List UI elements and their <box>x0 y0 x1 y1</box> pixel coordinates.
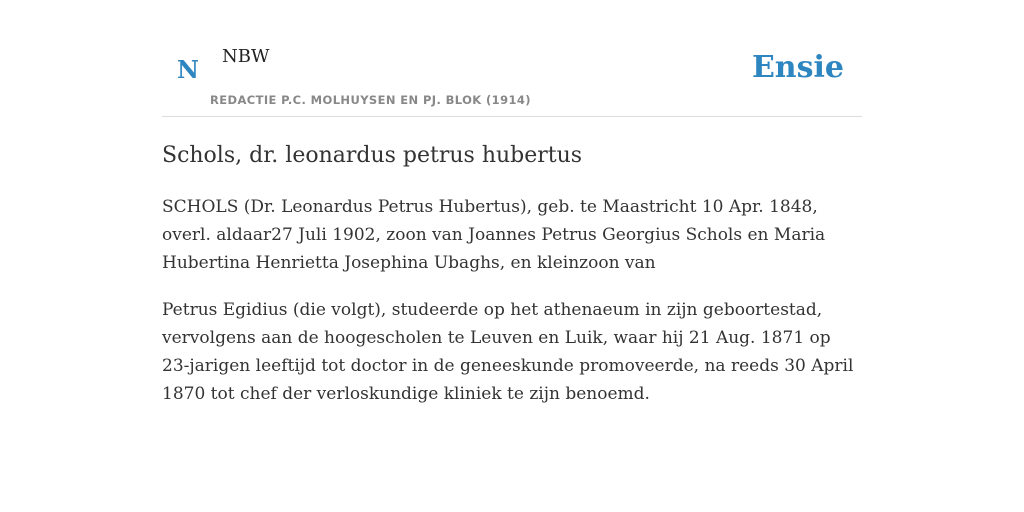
header <box>162 0 862 117</box>
source-editors: REDACTIE P.C. MOLHUYSEN EN PJ. BLOK (1914) <box>210 93 531 107</box>
page-title: Schols, dr. leonardus petrus hubertus <box>162 143 583 168</box>
page-container <box>162 0 862 408</box>
article-paragraph-1: SCHOLS (Dr. Leonardus Petrus Hubertus), geb. te Maastricht 10 Apr. 1848, overl. aldaar27 Juli 1902, zoon van Joannes Petrus Georgius Schols en Maria Hubertina Henrietta Josephina Ubaghs, en kleinzoon van <box>162 197 826 273</box>
brand-logo-link[interactable]: Ensie <box>751 50 844 85</box>
logo-letter-link[interactable]: N <box>177 55 199 84</box>
article-paragraph-2: Petrus Egidius (die volgt), studeerde op het athenaeum in zijn geboortestad, vervolgens aan de hoogescholen te Leuven en Luik, waar hij 21 Aug. 1871 op 23-jarigen leeftijd tot doctor in de geneeskunde promoveerde, na reeds 30 April 1870 tot chef der verloskundige kliniek te zijn benoemd. <box>162 300 854 404</box>
source-abbreviation: NBW <box>222 46 270 67</box>
